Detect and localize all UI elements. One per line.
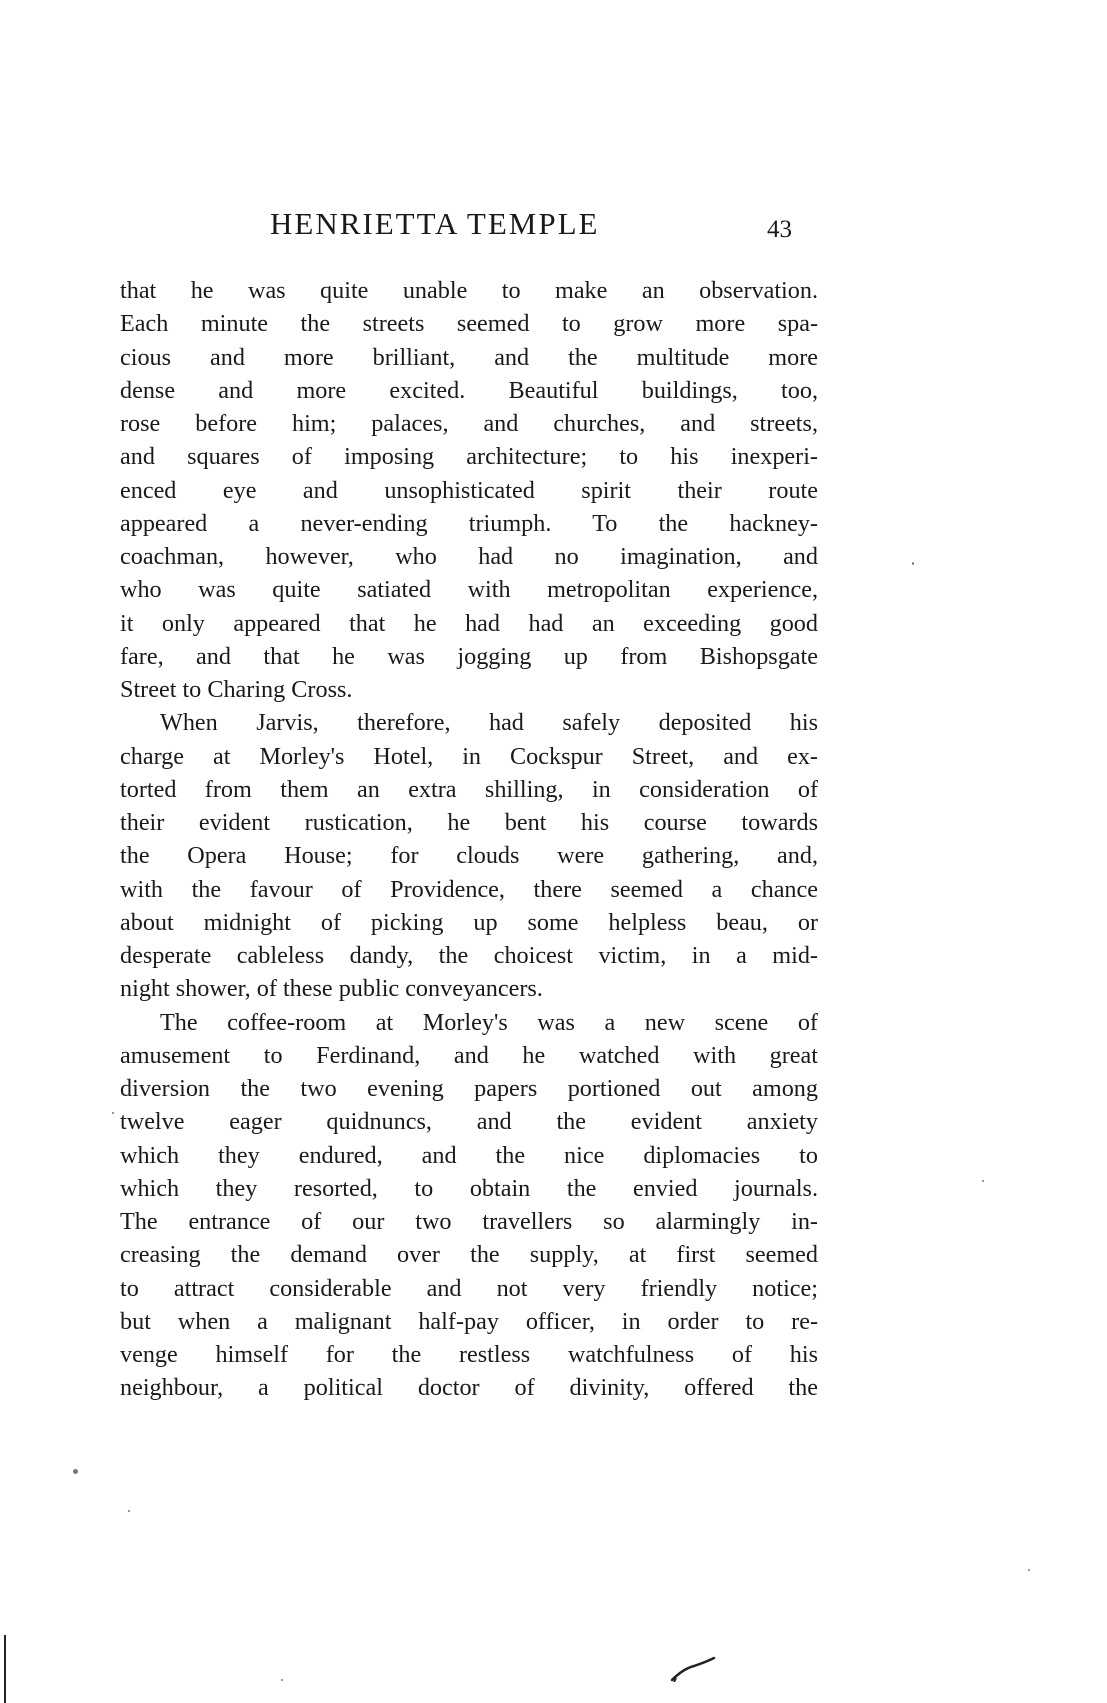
text-line: that he was quite unable to make an observation.: [120, 277, 818, 304]
body-text: [120, 274, 818, 1405]
text-line: their evident rustication, he bent his course towards: [120, 809, 818, 836]
text-line: to attract considerable and not very friendly notice;: [120, 1274, 818, 1302]
text-line: diversion the two evening papers portioned out among: [120, 1075, 818, 1102]
text-line: Each minute the streets seemed to grow more spa-: [120, 310, 818, 338]
text-line: who was quite satiated with metropolitan experience,: [120, 576, 818, 604]
text-line: and squares of imposing architecture; to his inexperi-: [120, 443, 818, 471]
text-line: cious and more brilliant, and the multitude more: [120, 343, 818, 371]
text-line: fare, and that he was jogging up from Bishopsgate: [120, 642, 818, 670]
text-line: dense and more excited. Beautiful buildings, too,: [120, 376, 818, 404]
scan-speck: [128, 1510, 130, 1512]
text-line: it only appeared that he had had an exceeding good: [120, 609, 818, 637]
text-line: the Opera House; for clouds were gathering, and,: [120, 842, 818, 870]
paragraph-start-line: When Jarvis, therefore, had safely deposited his: [160, 709, 818, 737]
paragraph-start-line: The coffee-room at Morley's was a new scene of: [160, 1008, 818, 1036]
text-line: venge himself for the restless watchfulness of his: [120, 1341, 818, 1368]
text-line: charge at Morley's Hotel, in Cockspur Street, and ex-: [120, 742, 818, 770]
text-line: The entrance of our two travellers so alarmingly in-: [120, 1208, 818, 1235]
text-line: appeared a never-ending triumph. To the hackney-: [120, 509, 818, 537]
text-line: with the favour of Providence, there seemed a chance: [120, 875, 818, 903]
text-line: about midnight of picking up some helpless beau, or: [120, 908, 818, 936]
scan-speck: [281, 1679, 283, 1681]
text-line: enced eye and unsophisticated spirit their route: [120, 476, 818, 504]
scan-speck: [112, 1112, 114, 1114]
text-line: rose before him; palaces, and churches, and streets,: [120, 410, 818, 437]
text-line: but when a malignant half-pay officer, in order to re-: [120, 1307, 818, 1335]
text-line: which they resorted, to obtain the envied journals.: [120, 1174, 818, 1202]
scan-speck: [73, 1469, 78, 1474]
text-line: which they endured, and the nice diplomacies to: [120, 1141, 818, 1169]
page-number: 43: [767, 216, 792, 243]
paragraph-end-line: Street to Charing Cross.: [120, 676, 353, 703]
text-line: desperate cableless dandy, the choicest victim, in a mid-: [120, 942, 818, 969]
text-line: amusement to Ferdinand, and he watched with great: [120, 1041, 818, 1069]
text-line: twelve eager quidnuncs, and the evident anxiety: [120, 1108, 818, 1136]
scan-speck: [1028, 1569, 1030, 1571]
text-line: creasing the demand over the supply, at first seemed: [120, 1241, 818, 1269]
pencil-mark-icon: [670, 1656, 716, 1682]
text-line: torted from them an extra shilling, in consideration of: [120, 775, 818, 803]
running-head: [120, 204, 820, 254]
text-line: coachman, however, who had no imagination, and: [120, 543, 818, 570]
scan-speck: [912, 562, 914, 565]
text-line: neighbour, a political doctor of divinity, offered the: [120, 1374, 818, 1402]
paragraph-end-line: night shower, of these public conveyancers.: [120, 975, 543, 1003]
scan-speck: [982, 1180, 984, 1182]
page-edge-line: [4, 1635, 6, 1703]
running-title: HENRIETTA TEMPLE: [270, 206, 600, 241]
